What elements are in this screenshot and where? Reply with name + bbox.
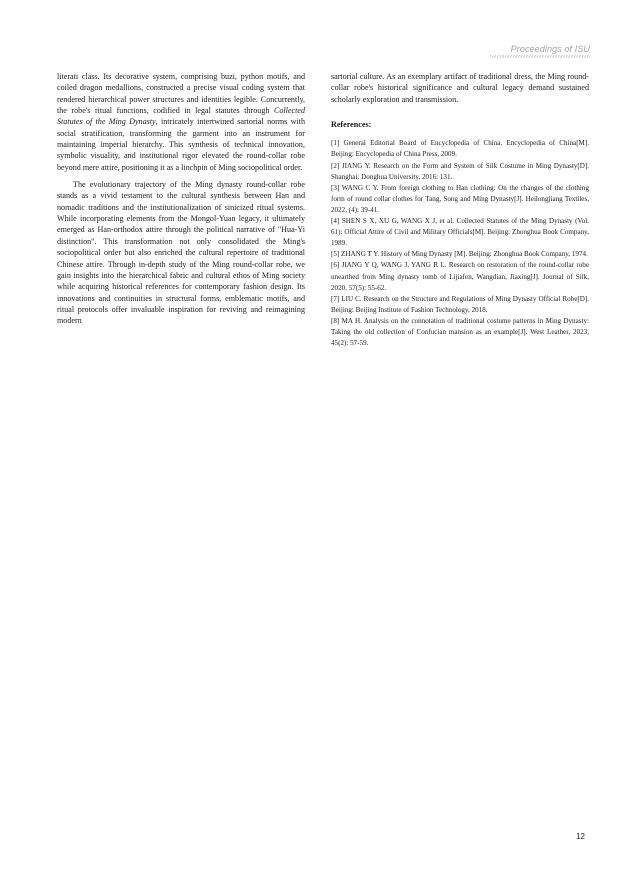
reference-item: [5] ZHANG T Y. History of Ming Dynasty [M]. Beijing: Zhonghua Book Company, 1974. xyxy=(331,250,588,259)
journal-header xyxy=(490,44,590,58)
page-number: 12 xyxy=(576,832,585,841)
left-column xyxy=(57,71,305,327)
reference-item: [6] JIANG Y Q, WANG J, YANG R L. Research on restoration of the round-collar robe unearthed from Ming dynasty tomb of Lijiafen, Wangdian, Jiaxing[J]. Journal of Silk, 2020, 57(5): 55-62. xyxy=(331,261,589,292)
paragraph-text: , intricately intertwined sartorial norms with social stratification, transforming the garment into an instrument for maintaining imperial hierarchy. This synthesis of technical innovation, symbolic visuality, and institutional rigor elevated the round-collar robe beyond mere attire, positioning it as a linchpin of Ming sociopolitical order. xyxy=(57,117,305,172)
body-paragraph: The evolutionary trajectory of the Ming dynasty round-collar robe stands as a vivid testament to the cultural synthesis between Han and nomadic traditions and the institutionalization of sinicized ritual systems. While incorporating elements from the Mongol-Yuan legacy, it ultimately emerged as Han-orthodox attire through the political narrative of "Hua-Yi distinction". This transformation not only consolidated the Ming's sociopolitical order but also enriched the cultural repertoire of traditional Chinese attire. Through in-depth study of the Ming round-collar robe, we gain insights into the hierarchical fabric and cultural ethos of Ming society while acquiring historical references for contemporary fashion design. Its innovations and continuities in structural forms, emblematic motifs, and ritual protocols offer invaluable inspiration for reviving and reimagining modern xyxy=(57,180,305,326)
paragraph-text: literati class. Its decorative system, comprising buzi, python motifs, and coiled dragon medallions, constructed a precise visual coding system that rendered hierarchical power structures and identities legible. Concurrently, the robe's ritual functions, codified in legal statutes through xyxy=(57,72,305,116)
reference-item: [3] WANG C Y. From foreign clothing to Han clothing: On the changes of the clothing form of round collar clothes for Tang, Song and Ming Dynasty[J]. Heilongjiang Textiles, 2022, (4): 39-41. xyxy=(331,183,589,214)
references-list xyxy=(331,138,589,349)
journal-title: Proceedings of ISU xyxy=(510,44,590,54)
reference-item: [2] JIANG Y. Research on the Form and System of Silk Costume in Ming Dynasty[D]. Shanghai: Donghua University, 2016: 131. xyxy=(331,161,589,181)
body-paragraph xyxy=(57,71,305,173)
reference-item: [1] General Editorial Board of Encyclopedia of China. Encyclopedia of China[M]. Beijing: Encyclopedia of China Press, 2009. xyxy=(331,139,589,159)
reference-item: [8] MA H. Analysis on the connotation of traditional costume patterns in Ming Dynasty: Taking the old collection of Confucian mansion as an example[J]. West Leather, 2023, 45(2): 57-59. xyxy=(331,316,589,348)
header-hatch-rule xyxy=(490,55,590,58)
italic-title: Collected Statutes of the Ming Dynasty xyxy=(57,106,305,127)
reference-item: [4] SHEN S X, XU G, WANG X J, et al. Collected Statutes of the Ming Dynasty (Vol. 61): Official Attire of Civil and Military Officials[M]. Beijing: Zhonghua Book Company, 1989. xyxy=(331,217,589,248)
right-column xyxy=(331,71,589,349)
references-heading: References: xyxy=(331,120,372,130)
body-paragraph: sartorial culture. As an exemplary artifact of traditional dress, the Ming round-collar robe's historical significance and cultural legacy demand sustained scholarly exploration and transmission. xyxy=(331,72,589,104)
reference-item: [7] LIU C. Research on the Structure and Regulations of Ming Dynasty Official Robe[D]. Beijing: Beijing Institute of Fashion Technology, 2018. xyxy=(331,294,589,314)
